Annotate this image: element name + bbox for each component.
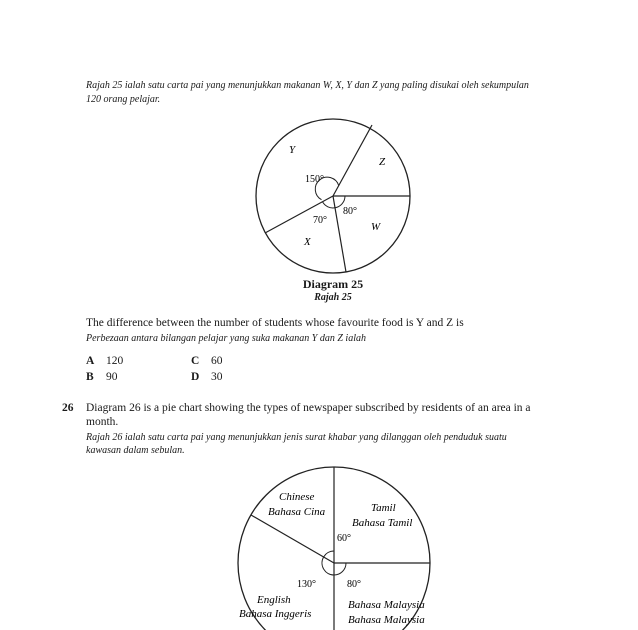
option-letter: B xyxy=(86,371,94,383)
option-text: 30 xyxy=(211,371,223,383)
q26-text-ms-line2: kawasan dalam sebulan. xyxy=(86,445,185,456)
q25-option-a[interactable] xyxy=(86,355,123,367)
pie25-label-w: W xyxy=(371,221,381,233)
q26-text-ms-line1: Rajah 26 ialah satu carta pai yang menunjukkan jenis surat khabar yang dilanggan oleh penduduk suatu xyxy=(86,432,507,443)
pie25-label-y: Y xyxy=(289,144,296,156)
pie26-label-bahasa-inggeris: Bahasa Inggeris xyxy=(239,608,312,620)
option-text: 60 xyxy=(211,355,223,367)
pie25-label-x: X xyxy=(304,236,311,248)
pie25-angle-150: 150° xyxy=(305,174,324,185)
chart25-caption-en: Diagram 25 xyxy=(302,277,364,291)
q26-number: 26 xyxy=(62,402,74,414)
pie26-arc-80 xyxy=(334,563,346,575)
pie26-label-tamil: Tamil xyxy=(371,502,396,514)
pie26-radius-upper-left xyxy=(251,515,334,563)
pie26-label-english: English xyxy=(257,594,291,606)
pie26-arc-60 xyxy=(324,551,334,557)
option-text: 90 xyxy=(106,371,118,383)
q25-option-c[interactable] xyxy=(191,355,223,367)
q25-question-en: The difference between the number of students whose favourite food is Y and Z is xyxy=(86,317,464,329)
q25-question-ms: Perbezaan antara bilangan pelajar yang suka makanan Y dan Z ialah xyxy=(86,333,366,344)
option-text: 120 xyxy=(106,355,124,367)
pie26-angle-130: 130° xyxy=(297,579,316,590)
q25-intro-line2: 120 orang pelajar. xyxy=(86,94,161,105)
q26-text-en-line2: month. xyxy=(86,416,119,428)
q25-option-b[interactable] xyxy=(86,371,118,383)
q25-option-d[interactable] xyxy=(191,371,223,383)
pie26-label-bahasa-malaysia-ms: Bahasa Malaysia xyxy=(348,614,425,626)
pie25-label-z: Z xyxy=(379,156,386,168)
pie26-angle-60: 60° xyxy=(337,533,351,544)
pie26-label-bahasa-tamil: Bahasa Tamil xyxy=(352,517,413,529)
pie26-label-bahasa-cina: Bahasa Cina xyxy=(268,506,326,518)
pie26-angle-80: 80° xyxy=(347,579,361,590)
q25-intro-line1: Rajah 25 ialah satu carta pai yang menunjukkan makanan W, X, Y dan Z yang paling disukai oleh sekumpulan xyxy=(86,80,529,91)
pie25-angle-80: 80° xyxy=(343,206,357,217)
option-letter: A xyxy=(86,355,95,367)
option-letter: D xyxy=(191,371,200,383)
pie26-label-bahasa-malaysia: Bahasa Malaysia xyxy=(348,599,425,611)
pie25-angle-70: 70° xyxy=(313,215,327,226)
pie25-arc-70 xyxy=(323,202,336,208)
pie26-label-chinese: Chinese xyxy=(279,491,315,503)
option-letter: C xyxy=(191,355,200,367)
chart25-caption-ms: Rajah 25 xyxy=(314,292,352,303)
q26-text-en-line1: Diagram 26 is a pie chart showing the types of newspaper subscribed by residents of an area in a xyxy=(86,402,531,414)
